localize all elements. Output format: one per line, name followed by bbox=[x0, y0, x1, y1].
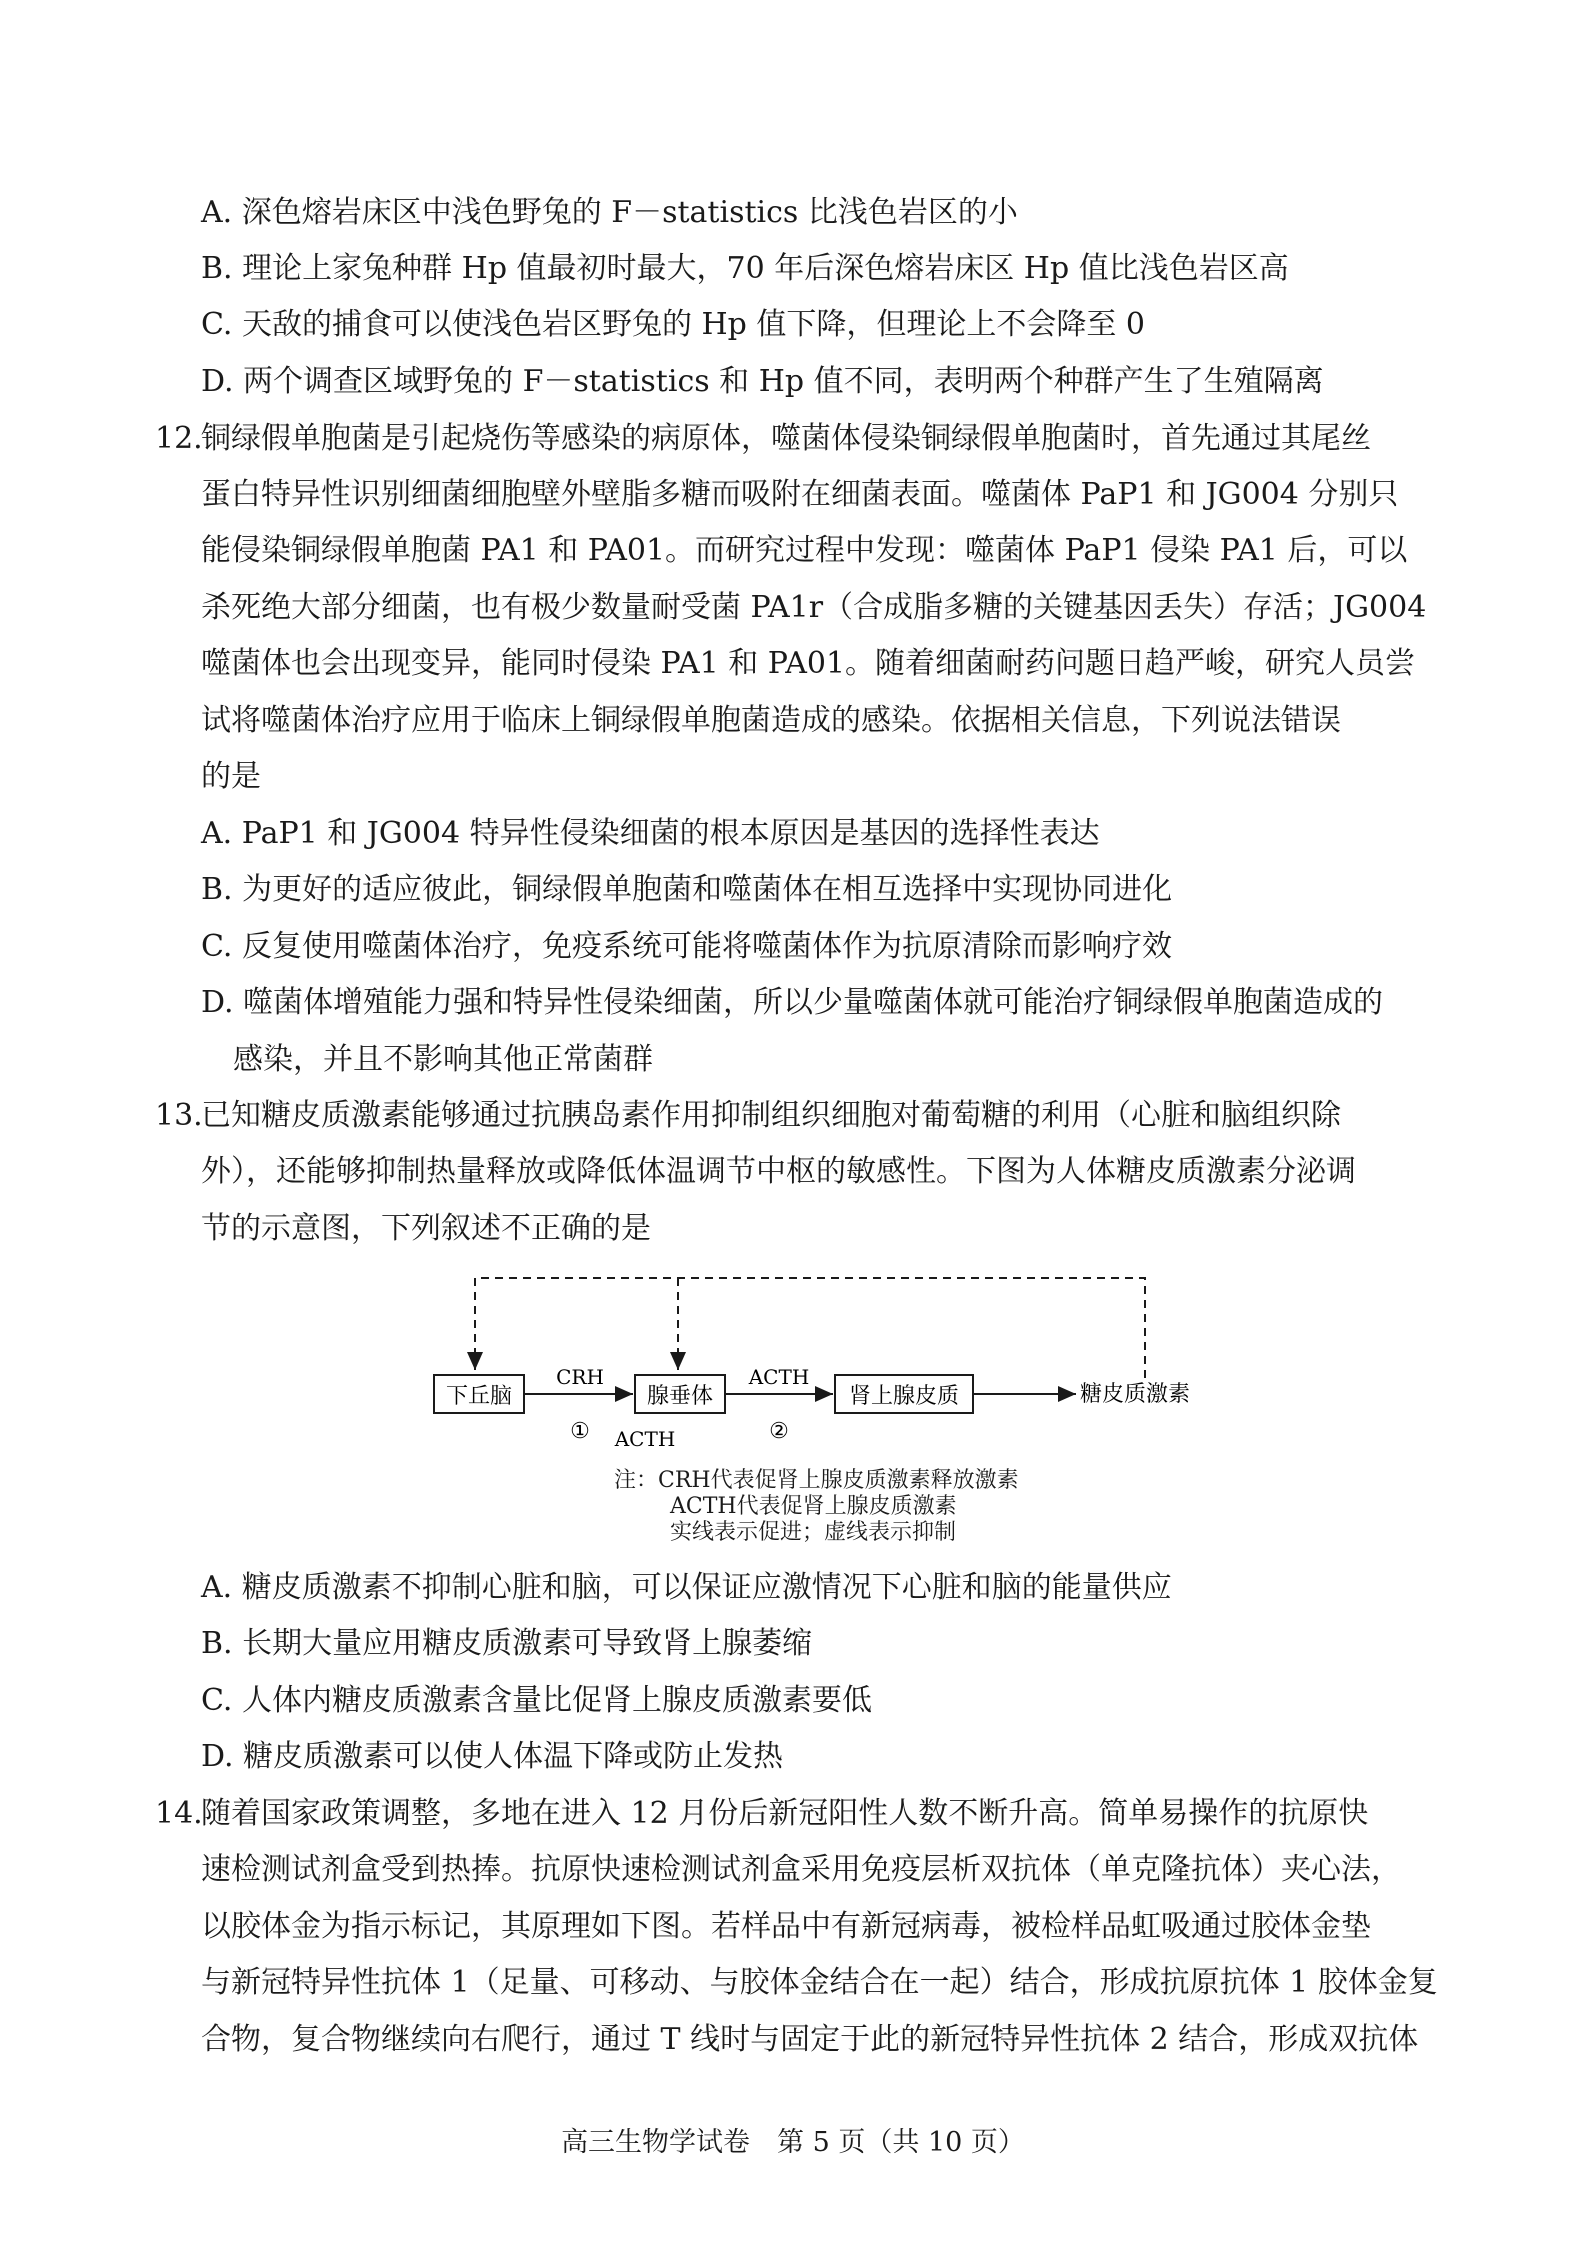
q12-option-c: C. 反复使用噬菌体治疗，免疫系统可能将噬菌体作为抗原清除而影响疗效 bbox=[201, 929, 1172, 964]
box-adenohypophysis-label: 腺垂体 bbox=[646, 1384, 714, 1409]
q11-option-b: B. 理论上家兔种群 Hp 值最初时最大，70 年后深色熔岩床区 Hp 值比浅色岩区高 bbox=[201, 251, 1289, 286]
q12-option-a: A. PaP1 和 JG004 特异性侵染细菌的根本原因是基因的选择性表达 bbox=[201, 816, 1100, 851]
feedback-dashed-line bbox=[475, 1278, 1145, 1378]
q13-stem-line: 13. 已知糖皮质激素能够通过抗胰岛素作用抑制组织细胞对葡萄糖的利用（心脏和脑组织除 bbox=[155, 1096, 1341, 1136]
q12-option-d: D. 噬菌体增殖能力强和特异性侵染细菌，所以少量噬菌体就可能治疗铜绿假单胞菌造成的 bbox=[201, 985, 1384, 1020]
q12-option-b: B. 为更好的适应彼此，铜绿假单胞菌和噬菌体在相互选择中实现协同进化 bbox=[201, 872, 1173, 907]
box-adrenal-cortex-label: 肾上腺皮质 bbox=[848, 1384, 960, 1409]
arrow1-label: CRH bbox=[556, 1365, 604, 1389]
q14-number: 14. bbox=[155, 1796, 203, 1831]
q13-number: 13. bbox=[155, 1098, 203, 1133]
q11-option-d: D. 两个调查区域野兔的 F－statistics 和 Hp 值不同，表明两个种群产生了生殖隔离 bbox=[201, 364, 1324, 399]
diagram-note-line: 实线表示促进；虚线表示抑制 bbox=[670, 1520, 957, 1545]
q12-stem-line: 噬菌体也会出现变异，能同时侵染 PA1 和 PA01。随着细菌耐药问题日趋严峻，研究人员尝 bbox=[201, 646, 1416, 681]
diagram-note-line: ACTH代表促肾上腺皮质激素 bbox=[670, 1494, 957, 1519]
q12-stem-line: 的是 bbox=[201, 759, 261, 794]
box-hypothalamus-label: 下丘脑 bbox=[445, 1384, 513, 1409]
arrow2-number: ② bbox=[769, 1419, 789, 1444]
output-label: 糖皮质激素 bbox=[1080, 1382, 1191, 1407]
q12-stem-line: 12. 铜绿假单胞菌是引起烧伤等感染的病原体，噬菌体侵染铜绿假单胞菌时，首先通过其尾丝 bbox=[155, 419, 1371, 459]
q14-stem-line: 合物，复合物继续向右爬行，通过 T 线时与固定于此的新冠特异性抗体 2 结合，形成双抗体 bbox=[201, 2022, 1419, 2057]
q13-option-d: D. 糖皮质激素可以使人体温下降或防止发热 bbox=[201, 1739, 784, 1774]
arrow2-label: ACTH bbox=[748, 1365, 810, 1389]
q12-stem-line: 能侵染铜绿假单胞菌 PA1 和 PA01。而研究过程中发现：噬菌体 PaP1 侵染 PA1 后，可以 bbox=[201, 533, 1408, 568]
q13-option-b: B. 长期大量应用糖皮质激素可导致肾上腺萎缩 bbox=[201, 1626, 813, 1661]
q12-stem-line: 试将噬菌体治疗应用于临床上铜绿假单胞菌造成的感染。依据相关信息，下列说法错误 bbox=[201, 703, 1341, 738]
q13-stem-line: 节的示意图，下列叙述不正确的是 bbox=[201, 1211, 651, 1246]
diagram-note-line: 注：CRH代表促肾上腺皮质激素释放激素 bbox=[614, 1468, 1019, 1493]
q14-stem-line: 速检测试剂盒受到热捧。抗原快速检测试剂盒采用免疫层析双抗体（单克隆抗体）夹心法， bbox=[201, 1852, 1401, 1887]
acth-under-label: ACTH bbox=[614, 1427, 676, 1451]
page-footer: 高三生物学试卷 第 5 页（共 10 页） bbox=[561, 2127, 1025, 2158]
q11-option-c: C. 天敌的捕食可以使浅色岩区野兔的 Hp 值下降，但理论上不会降至 0 bbox=[201, 307, 1146, 342]
q12-stem-line: 杀死绝大部分细菌，也有极少数量耐受菌 PA1r（合成脂多糖的关键基因丢失）存活；JG004 bbox=[201, 590, 1427, 625]
q14-stem-line: 以胶体金为指示标记，其原理如下图。若样品中有新冠病毒，被检样品虹吸通过胶体金垫 bbox=[201, 1909, 1371, 1944]
q11-option-a: A. 深色熔岩床区中浅色野兔的 F－statistics 比浅色岩区的小 bbox=[201, 195, 1018, 230]
q13-stem-line: 外），还能够抑制热量释放或降低体温调节中枢的敏感性。下图为人体糖皮质激素分泌调 bbox=[201, 1154, 1356, 1189]
q12-stem-line: 蛋白特异性识别细菌细胞壁外壁脂多糖而吸附在细菌表面。噬菌体 PaP1 和 JG004 分别只 bbox=[201, 477, 1399, 512]
hormone-regulation-diagram bbox=[420, 1258, 1240, 1458]
q12-option-d-continued: 感染，并且不影响其他正常菌群 bbox=[233, 1042, 653, 1077]
q14-stem-line: 与新冠特异性抗体 1（足量、可移动、与胶体金结合在一起）结合，形成抗原抗体 1 胶体金复 bbox=[201, 1965, 1438, 2000]
q13-option-c: C. 人体内糖皮质激素含量比促肾上腺皮质激素要低 bbox=[201, 1683, 872, 1718]
q12-number: 12. bbox=[155, 421, 203, 456]
q14-stem-line: 14. 随着国家政策调整，多地在进入 12 月份后新冠阳性人数不断升高。简单易操作的抗原快 bbox=[155, 1794, 1368, 1834]
arrow1-number: ① bbox=[570, 1419, 590, 1444]
q13-option-a: A. 糖皮质激素不抑制心脏和脑，可以保证应激情况下心脏和脑的能量供应 bbox=[201, 1570, 1172, 1605]
